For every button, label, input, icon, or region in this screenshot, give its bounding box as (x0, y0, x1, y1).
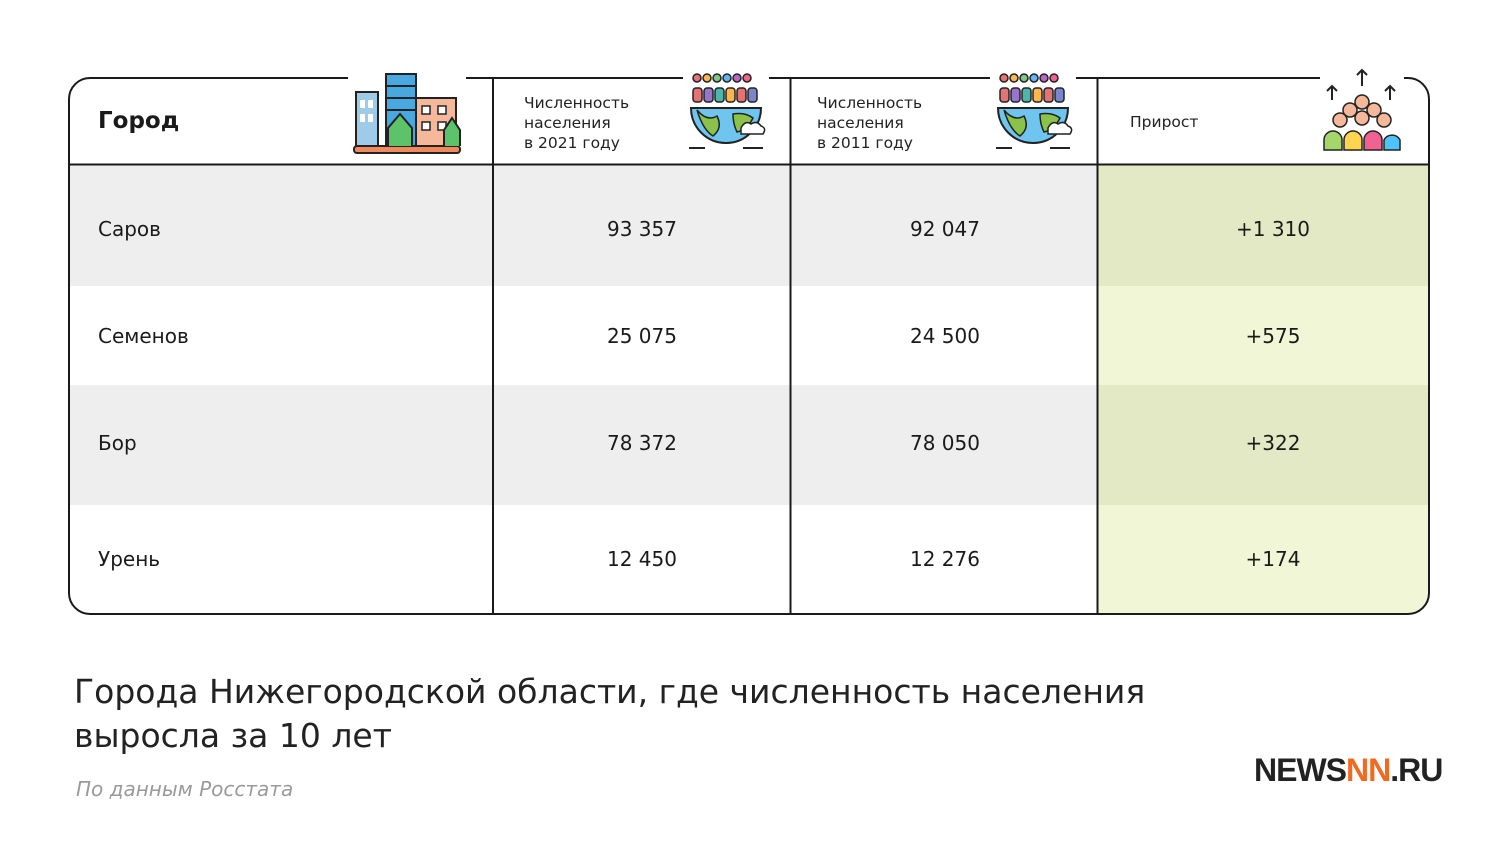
population-globe-icon (683, 70, 769, 154)
row-1-pop2011: 92 047 (910, 217, 980, 241)
header-pop2011-line2: населения (817, 114, 904, 132)
chart-title-line1: Города Нижегородской области, где численность населения (74, 672, 1146, 711)
row-2-pop2021: 25 075 (607, 324, 677, 348)
row-3-growth: +322 (1245, 431, 1301, 455)
row-4-city: Урень (98, 547, 161, 571)
row-1-pop2021: 93 357 (607, 217, 677, 241)
header-pop2021-line2: населения (524, 114, 611, 132)
row-2-growth: +575 (1245, 324, 1301, 348)
row-3-pop2011: 78 050 (910, 431, 980, 455)
chart-title-line2: выросла за 10 лет (74, 716, 392, 755)
row-3-city: Бор (98, 431, 137, 455)
header-growth: Прирост (1130, 113, 1199, 131)
newsnn-logo (1254, 752, 1442, 789)
row-3-pop2021: 78 372 (607, 431, 677, 455)
header-pop2021-line1: Численность (524, 94, 630, 112)
growth-people-icon (1320, 66, 1404, 154)
header-pop2011-line3: в 2011 году (817, 134, 913, 152)
logo-right: .RU (1390, 752, 1443, 788)
header-pop2011-line1: Численность (817, 94, 923, 112)
population-globe-icon (990, 70, 1076, 154)
row-1-growth: +1 310 (1235, 217, 1310, 241)
row-4-growth: +174 (1245, 547, 1301, 571)
row-2-city: Семенов (98, 324, 189, 348)
logo-left: NEWS (1254, 752, 1346, 788)
logo-mid: NN (1346, 752, 1391, 788)
header-pop2011 (817, 93, 922, 153)
source-note: По данным Росстата (76, 777, 294, 801)
city-buildings-icon (348, 70, 466, 156)
row-2-pop2011: 24 500 (910, 324, 980, 348)
row-4-pop2021: 12 450 (607, 547, 677, 571)
header-city: Город (98, 108, 180, 134)
row-4-pop2011: 12 276 (910, 547, 980, 571)
header-pop2021 (524, 93, 629, 153)
header-pop2021-line3: в 2021 году (524, 134, 620, 152)
chart-title (74, 670, 1294, 758)
row-1-city: Саров (98, 217, 161, 241)
